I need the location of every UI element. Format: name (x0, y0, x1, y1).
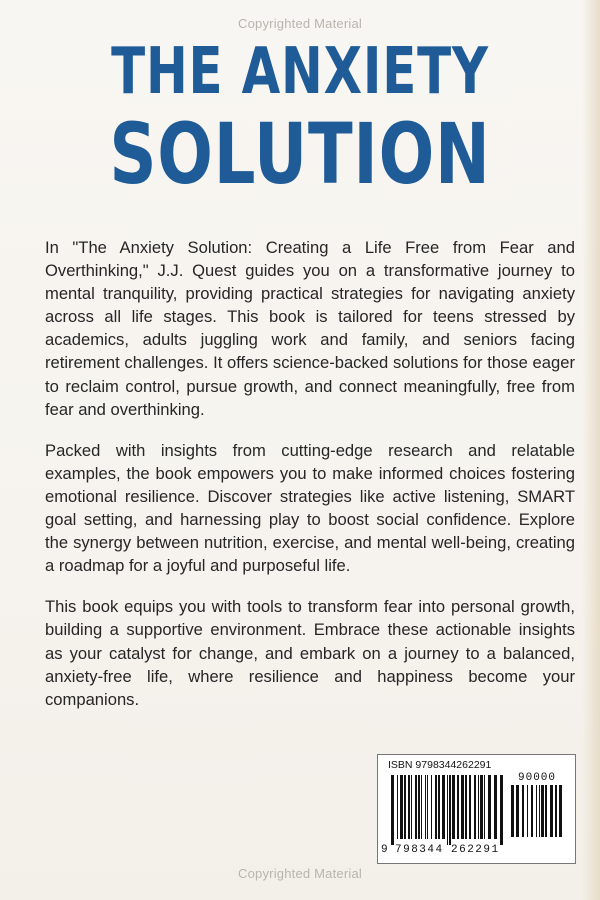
barcode-bar (411, 775, 412, 839)
barcode-addon-number: 90000 (518, 772, 557, 784)
barcode-bar (425, 775, 426, 839)
barcode-bar (421, 775, 422, 839)
isbn-label: ISBN 9798344262291 (388, 759, 492, 771)
barcode-bar (435, 775, 437, 839)
barcode-bar (442, 775, 445, 839)
barcode-bar (400, 775, 403, 839)
description-paragraph-3: This book equips you with tools to transform fear into personal growth, building a supportive environment. Embrace these actionable insights as your catalyst for change, and embark on a journey to a balanced, anxiety-free life, where resilience and happiness become your companions. (45, 597, 575, 709)
barcode-bar (427, 775, 428, 839)
description-paragraph-1: In "The Anxiety Solution: Creating a Life Free from Fear and Overthinking," J.J. Quest guides you on a transformative journey to mental tranquility, providing practical strategies for navigating anxiety across all life stages. This book is tailored for teens stressed by academics, adults juggling work and family, and seniors facing retirement challenges. It offers science-backed solutions for those eager to reclaim control, pursue growth, and connect meaningfully, free from fear and overthinking. (45, 238, 575, 419)
description-paragraph-2: Packed with insights from cutting-edge research and relatable examples, the book empowers you to make informed choices fostering emotional resilience. Discover strategies like active listening, SMART goal setting, and harnessing play to boost social confidence. Explore the synergy between nutrition, exercise, and mental well-being, creating a roadmap for a joyful and purposeful life. (45, 440, 575, 576)
barcode-bar (449, 775, 451, 845)
barcode-bar (461, 775, 464, 839)
barcode-bar (391, 775, 394, 845)
title-line-1: THE ANXIETY (111, 35, 489, 109)
barcode-bar (415, 775, 417, 839)
barcode-digits-group-2: 262291 (451, 844, 500, 856)
barcode-addon-bars (511, 785, 563, 843)
barcode-bar (397, 775, 398, 839)
barcode-bar (474, 775, 476, 839)
barcode-bar (469, 775, 471, 839)
copyright-watermark-top: Copyrighted Material (238, 16, 362, 31)
barcode-bar (465, 775, 467, 839)
barcode-bar (480, 775, 483, 839)
barcode-bar (541, 785, 544, 837)
barcode-bar (545, 785, 547, 837)
barcode-bar (522, 785, 524, 837)
barcode-bar (536, 785, 537, 837)
barcode-bar (516, 785, 519, 837)
book-description (45, 236, 575, 729)
barcode-bar (408, 775, 410, 839)
barcode-bar (457, 775, 459, 839)
barcode-bar (478, 775, 479, 839)
barcode-bar (431, 775, 432, 839)
barcode-bar (559, 785, 562, 837)
barcode-bar (488, 775, 491, 839)
barcode-main-bars (391, 775, 503, 845)
barcode-bar (531, 785, 533, 837)
barcode-bar (511, 785, 514, 837)
barcode-bar (494, 775, 497, 839)
barcode-bar (404, 775, 406, 839)
barcode-bar (418, 775, 420, 839)
barcode-digits-group-1: 798344 (395, 844, 444, 856)
barcode-bar (539, 785, 540, 837)
isbn-barcode-box (377, 754, 576, 864)
title-line-2: SOLUTION (109, 105, 491, 203)
barcode-bar (438, 775, 440, 839)
barcode-bar (527, 785, 528, 837)
barcode-bar (500, 775, 503, 845)
barcode-bar (452, 775, 455, 839)
barcode-bar (484, 775, 485, 839)
barcode-bar (447, 775, 448, 845)
barcode-digit-first: 9 (381, 844, 388, 856)
copyright-watermark-bottom: Copyrighted Material (238, 866, 362, 881)
barcode-bar (550, 785, 553, 837)
barcode-bar (555, 785, 557, 837)
